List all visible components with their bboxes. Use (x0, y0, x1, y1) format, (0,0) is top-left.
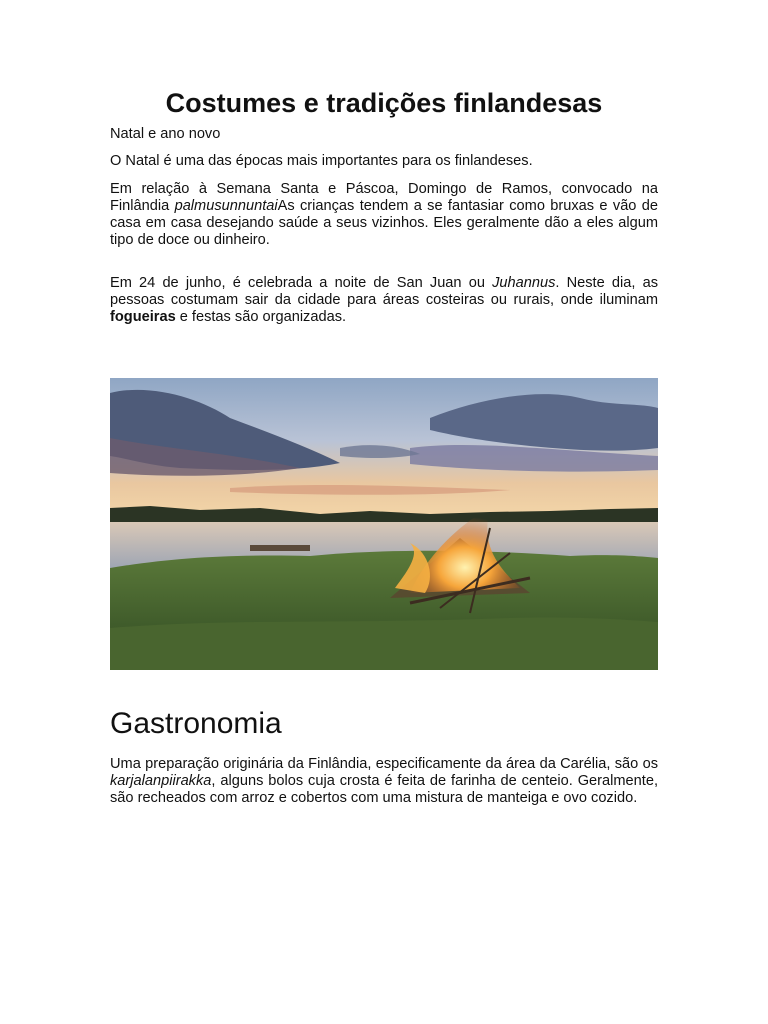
bold-term: fogueiras (110, 309, 176, 325)
paragraph-text: e festas são organizadas. (175, 309, 347, 325)
paragraph-text: Em 24 de junho, é celebrada a noite de San Juan ou (110, 275, 493, 291)
paragraph-text: . Neste dia, as pessoas costumam sair da cidade para áreas costeiras ou rurais, onde iluminam (110, 275, 658, 308)
paragraph-text: As crianças tendem a se fantasiar como bruxas e vão de casa em casa desejando saúde a seus vizinhos. Eles geralmente dão a eles algum tipo de doce ou dinheiro. (110, 198, 659, 248)
paragraph-text: Uma preparação originária da Finlândia, especificamente da área da Carélia, são os (110, 756, 658, 772)
paragraph-text: , alguns bolos cuja crosta é feita de farinha de centeio. Geralmente, são recheados com arroz e cobertos com uma mistura de manteiga e ovo cozido. (110, 773, 658, 806)
paragraph-text: Em relação à Semana Santa e Páscoa, Domingo de Ramos, convocado na Finlândia (110, 181, 658, 214)
italic-term: Juhannus (492, 275, 556, 291)
page-title: Costumes e tradições finlandesas (165, 88, 603, 118)
italic-term: karjalanpiirakka (110, 773, 212, 789)
paragraph-pascoa (110, 181, 658, 249)
paragraph-juhannus (110, 275, 658, 326)
paragraph-natal: O Natal é uma das épocas mais importantes para os finlandeses. (110, 153, 533, 169)
section-label-natal: Natal e ano novo (110, 126, 221, 142)
italic-term: palmusunnuntai (174, 198, 278, 214)
paragraph-gastronomia (110, 756, 658, 807)
heading-gastronomia: Gastronomia (110, 707, 282, 740)
bonfire-lake-photo (110, 378, 658, 670)
